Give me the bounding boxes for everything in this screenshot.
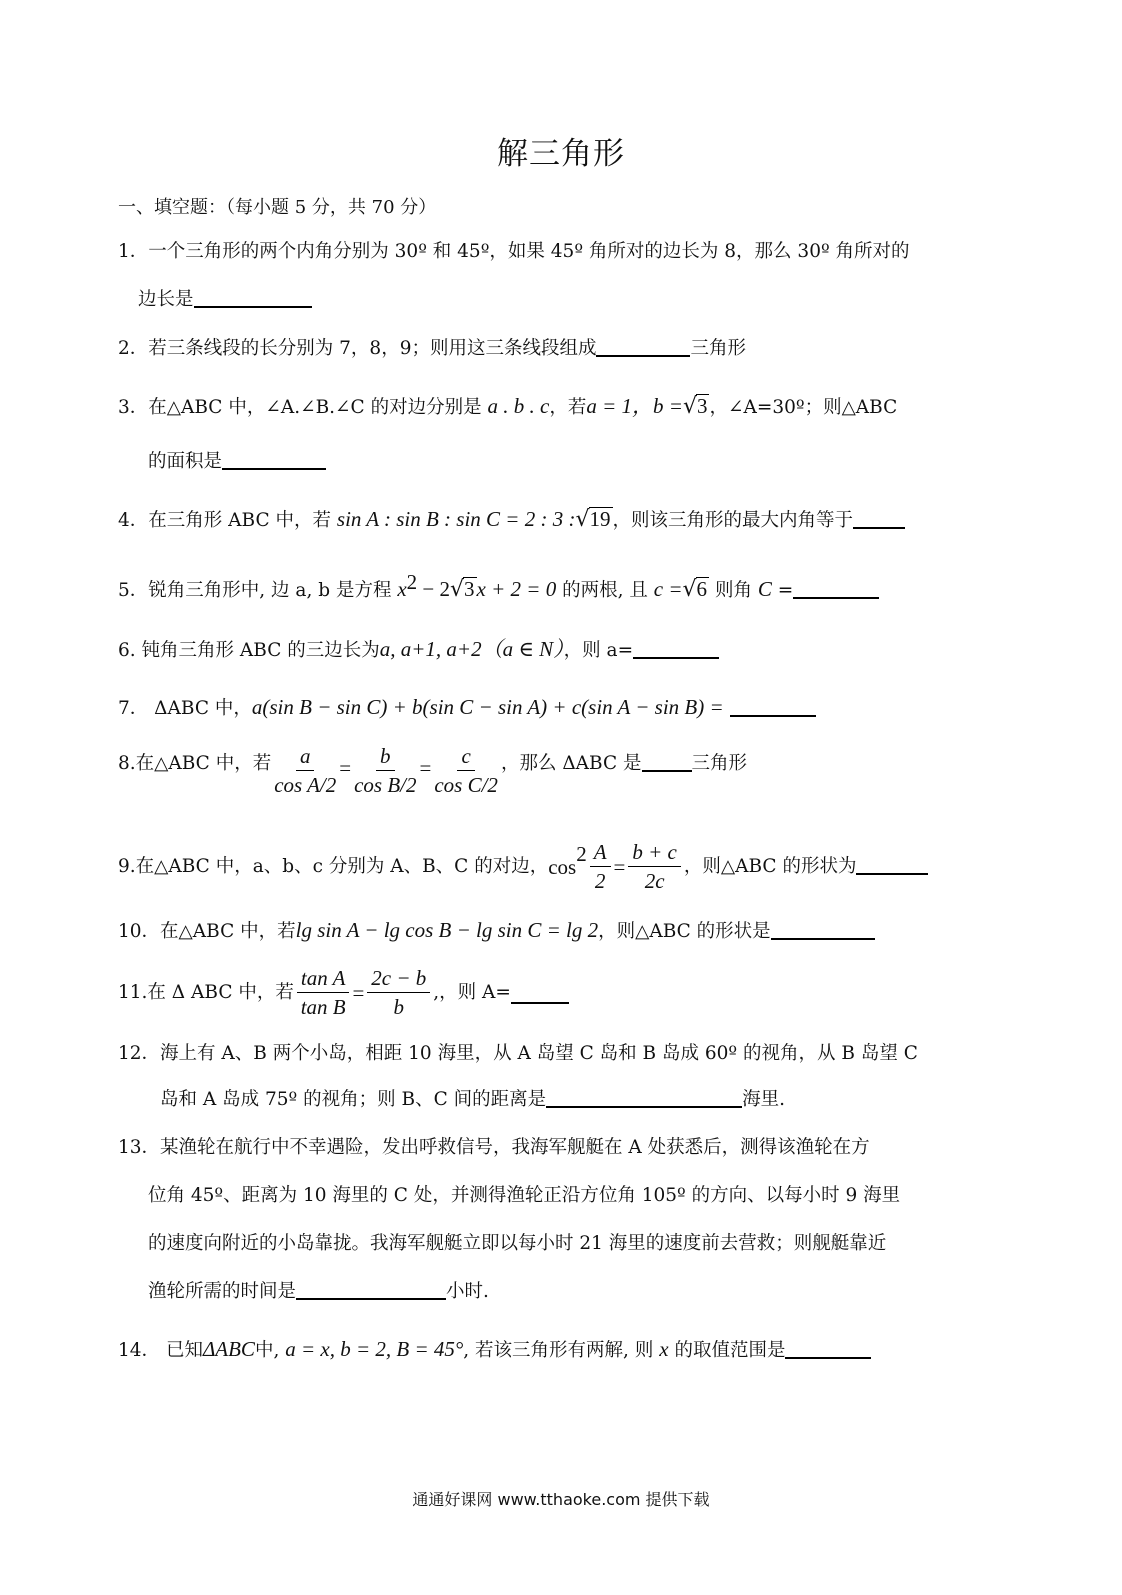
- fraction: [354, 744, 416, 797]
- question-text-tail: 小时.: [446, 1281, 489, 1302]
- answer-blank[interactable]: [856, 859, 928, 875]
- math-expression: − 2: [417, 577, 451, 602]
- question-number: 7．: [118, 698, 149, 719]
- numerator: a: [296, 744, 315, 771]
- question-text: ，则 a=: [563, 640, 634, 661]
- answer-blank[interactable]: [642, 750, 692, 772]
- answer-blank[interactable]: [296, 1278, 446, 1300]
- question-text: ，则△ABC 的形状是: [598, 921, 771, 942]
- question-8: [118, 744, 747, 797]
- math-condition: a = 1，b =: [586, 394, 683, 418]
- radical-sign: √: [575, 507, 590, 532]
- question-number: 11.: [118, 981, 148, 1003]
- math-expression: x + 2 = 0: [476, 577, 557, 602]
- math-vars: a . b . c: [487, 394, 550, 418]
- denominator: 2: [594, 869, 606, 893]
- question-text: 位角 45º、距离为 10 海里的 C 处，并测得渔轮正沿方位角 105º 的方向、以每小时 9 海里: [148, 1185, 901, 1206]
- numerator: b + c: [628, 840, 681, 867]
- denominator: cos B/2: [354, 773, 417, 797]
- question-1-line-2: [138, 286, 312, 314]
- footer-source: 通通好课网 www.tthaoke.com 提供下载: [412, 1490, 710, 1509]
- question-text: 一个三角形的两个内角分别为 30º 和 45º，如果 45º 角所对的边长为 8，那么 30º 角所对的: [148, 241, 910, 262]
- radical-sign: √: [682, 577, 697, 603]
- radicand: 6: [696, 577, 708, 602]
- question-text: ，∠A=30º；则△ABC: [709, 397, 898, 418]
- section-heading: 一、填空题：（每小题 5 分，共 70 分）: [118, 197, 437, 218]
- fraction: [434, 744, 498, 797]
- question-text: 已知: [165, 1340, 203, 1361]
- question-text: 中,: [254, 1340, 280, 1361]
- fraction: [590, 840, 611, 893]
- math-var: x: [659, 1337, 669, 1361]
- question-text: ΔABC 中，: [154, 698, 252, 719]
- answer-blank[interactable]: [771, 924, 875, 940]
- answer-blank[interactable]: [194, 286, 312, 308]
- fraction: [628, 840, 681, 893]
- question-text: ，则该三角形的最大内角等于: [612, 510, 854, 531]
- question-text: 海上有 A、B 两个小岛，相距 10 海里，从 A 岛望 C 岛和 B 岛成 60º 的视角，从 B 岛望 C: [160, 1043, 918, 1064]
- question-6: [118, 635, 719, 665]
- denominator: tan B: [300, 995, 346, 1019]
- question-text: ，那么 ΔABC 是: [500, 753, 642, 774]
- answer-blank[interactable]: [546, 1086, 742, 1108]
- denominator: cos A/2: [274, 773, 337, 797]
- question-13-line-2: [148, 1182, 900, 1210]
- question-text: 的速度向附近的小岛靠拢。我海军舰艇立即以每小时 21 海里的速度前去营救；则舰艇靠近: [148, 1233, 887, 1254]
- numerator: 2c − b: [367, 966, 430, 993]
- radicand: 3: [696, 394, 708, 418]
- equals-sign: =: [419, 756, 432, 780]
- question-7: [118, 693, 816, 723]
- fraction: [274, 744, 336, 797]
- equals-sign: =: [613, 854, 626, 879]
- question-10: [118, 916, 875, 946]
- question-text: 在△ABC 中，∠A.∠B.∠C 的对边分别是: [148, 397, 482, 418]
- denominator: cos C/2: [434, 773, 498, 797]
- question-number: 1．: [118, 241, 149, 262]
- question-5: [118, 568, 879, 605]
- question-text: 若三条线段的长分别为 7，8，9；则用这三条线段组成: [148, 338, 597, 359]
- math-condition: （a ∈ N）: [481, 637, 564, 661]
- answer-blank[interactable]: [853, 507, 905, 529]
- question-13-line-1: [118, 1134, 870, 1162]
- question-number: 2．: [118, 338, 149, 359]
- question-text-tail: 三角形: [690, 338, 746, 359]
- radicand: 3: [464, 577, 475, 602]
- question-number: 13．: [118, 1137, 161, 1158]
- question-text: 则角: [714, 580, 752, 602]
- question-12-line-1: [118, 1040, 918, 1068]
- question-text-tail: 海里.: [742, 1089, 786, 1110]
- question-14: [118, 1335, 871, 1365]
- page-title: 解三角形: [497, 136, 625, 172]
- answer-blank[interactable]: [793, 577, 879, 599]
- math-expression: lg sin A − lg cos B − lg sin C = lg 2: [295, 918, 599, 942]
- math-expression: sin A : sin B : sin C = 2 : 3 :: [336, 507, 576, 531]
- question-number: 14．: [118, 1340, 161, 1361]
- answer-blank[interactable]: [633, 637, 719, 659]
- cos-function: cos: [548, 854, 577, 879]
- math-var: x: [397, 577, 407, 602]
- question-2: [118, 335, 746, 363]
- denominator: b: [393, 995, 405, 1019]
- question-text: 在 Δ ABC 中，若: [147, 981, 294, 1003]
- question-3-line-2: [148, 448, 326, 476]
- radicand: 19: [589, 507, 611, 531]
- question-text: ，若: [549, 397, 587, 418]
- question-text: 的面积是: [148, 451, 223, 472]
- question-text: 在△ABC 中，a、b、c 分别为 A、B、C 的对边，: [135, 855, 549, 877]
- question-number: 8.: [118, 753, 136, 774]
- numerator: c: [457, 744, 474, 771]
- question-text: ，则△ABC 的形状为: [683, 855, 857, 877]
- question-1-line-1: [118, 238, 910, 266]
- radical-sign: √: [682, 394, 697, 419]
- question-text: 的取值范围是: [674, 1340, 786, 1361]
- math-expression: a(sin B − sin C) + b(sin C − sin A) + c(sin A − sin B) =: [251, 695, 724, 719]
- question-3-line-1: [118, 392, 897, 422]
- exponent: 2: [406, 570, 418, 594]
- numerator: tan A: [297, 966, 350, 993]
- math-expression: a, a+1, a+2: [379, 637, 482, 661]
- fraction: [367, 966, 430, 1019]
- question-9: [118, 840, 928, 893]
- question-13-line-4: [148, 1278, 489, 1306]
- question-text: 钝角三角形 ABC 的三边长为: [141, 640, 380, 661]
- answer-blank[interactable]: [730, 695, 816, 717]
- question-text: 的两根, 且: [562, 580, 648, 602]
- answer-blank[interactable]: [596, 335, 690, 357]
- question-text: , 若该三角形有两解, 则: [463, 1340, 654, 1361]
- answer-blank[interactable]: [222, 448, 326, 470]
- question-number: 3．: [118, 397, 149, 418]
- question-text: 边长是: [138, 289, 194, 310]
- equals-sign: =: [339, 756, 352, 780]
- question-number: 10．: [118, 921, 161, 942]
- math-var: C: [757, 577, 772, 602]
- answer-blank[interactable]: [785, 1337, 871, 1359]
- numerator: b: [376, 744, 395, 771]
- question-number: 12．: [118, 1043, 161, 1064]
- question-number: 5．: [118, 580, 149, 602]
- fraction: [297, 966, 350, 1019]
- math-expression: c =: [653, 577, 683, 602]
- math-expression: a = x, b = 2, B = 45°: [285, 1337, 464, 1361]
- question-text-tail: 三角形: [691, 753, 748, 774]
- question-text: 在△ABC 中，若: [160, 921, 296, 942]
- question-number: 9.: [118, 855, 136, 877]
- question-text: 在△ABC 中，若: [135, 753, 272, 774]
- question-text: ,，则 A=: [433, 981, 511, 1003]
- question-12-line-2: [160, 1086, 785, 1114]
- question-13-line-3: [148, 1230, 886, 1258]
- question-text: 在三角形 ABC 中，若: [148, 510, 331, 531]
- question-4: [118, 505, 905, 535]
- question-text: =: [771, 580, 794, 602]
- denominator: 2c: [644, 869, 665, 893]
- question-text: 锐角三角形中, 边 a, b 是方程: [148, 580, 392, 602]
- question-number: 4．: [118, 510, 149, 531]
- answer-blank[interactable]: [511, 982, 569, 1004]
- question-text: 渔轮所需的时间是: [148, 1281, 297, 1302]
- question-11: [118, 966, 569, 1019]
- question-text: 岛和 A 岛成 75º 的视角；则 B、C 间的距离是: [160, 1089, 547, 1110]
- numerator: A: [590, 840, 611, 867]
- question-text: 某渔轮在航行中不幸遇险，发出呼救信号，我海军舰艇在 A 处获悉后，测得该渔轮在方: [160, 1137, 870, 1158]
- exponent: 2: [576, 842, 587, 866]
- question-number: 6.: [118, 640, 136, 661]
- math-triangle: ΔABC: [202, 1337, 255, 1361]
- radical-sign: √: [450, 577, 465, 603]
- equals-sign: =: [352, 980, 365, 1005]
